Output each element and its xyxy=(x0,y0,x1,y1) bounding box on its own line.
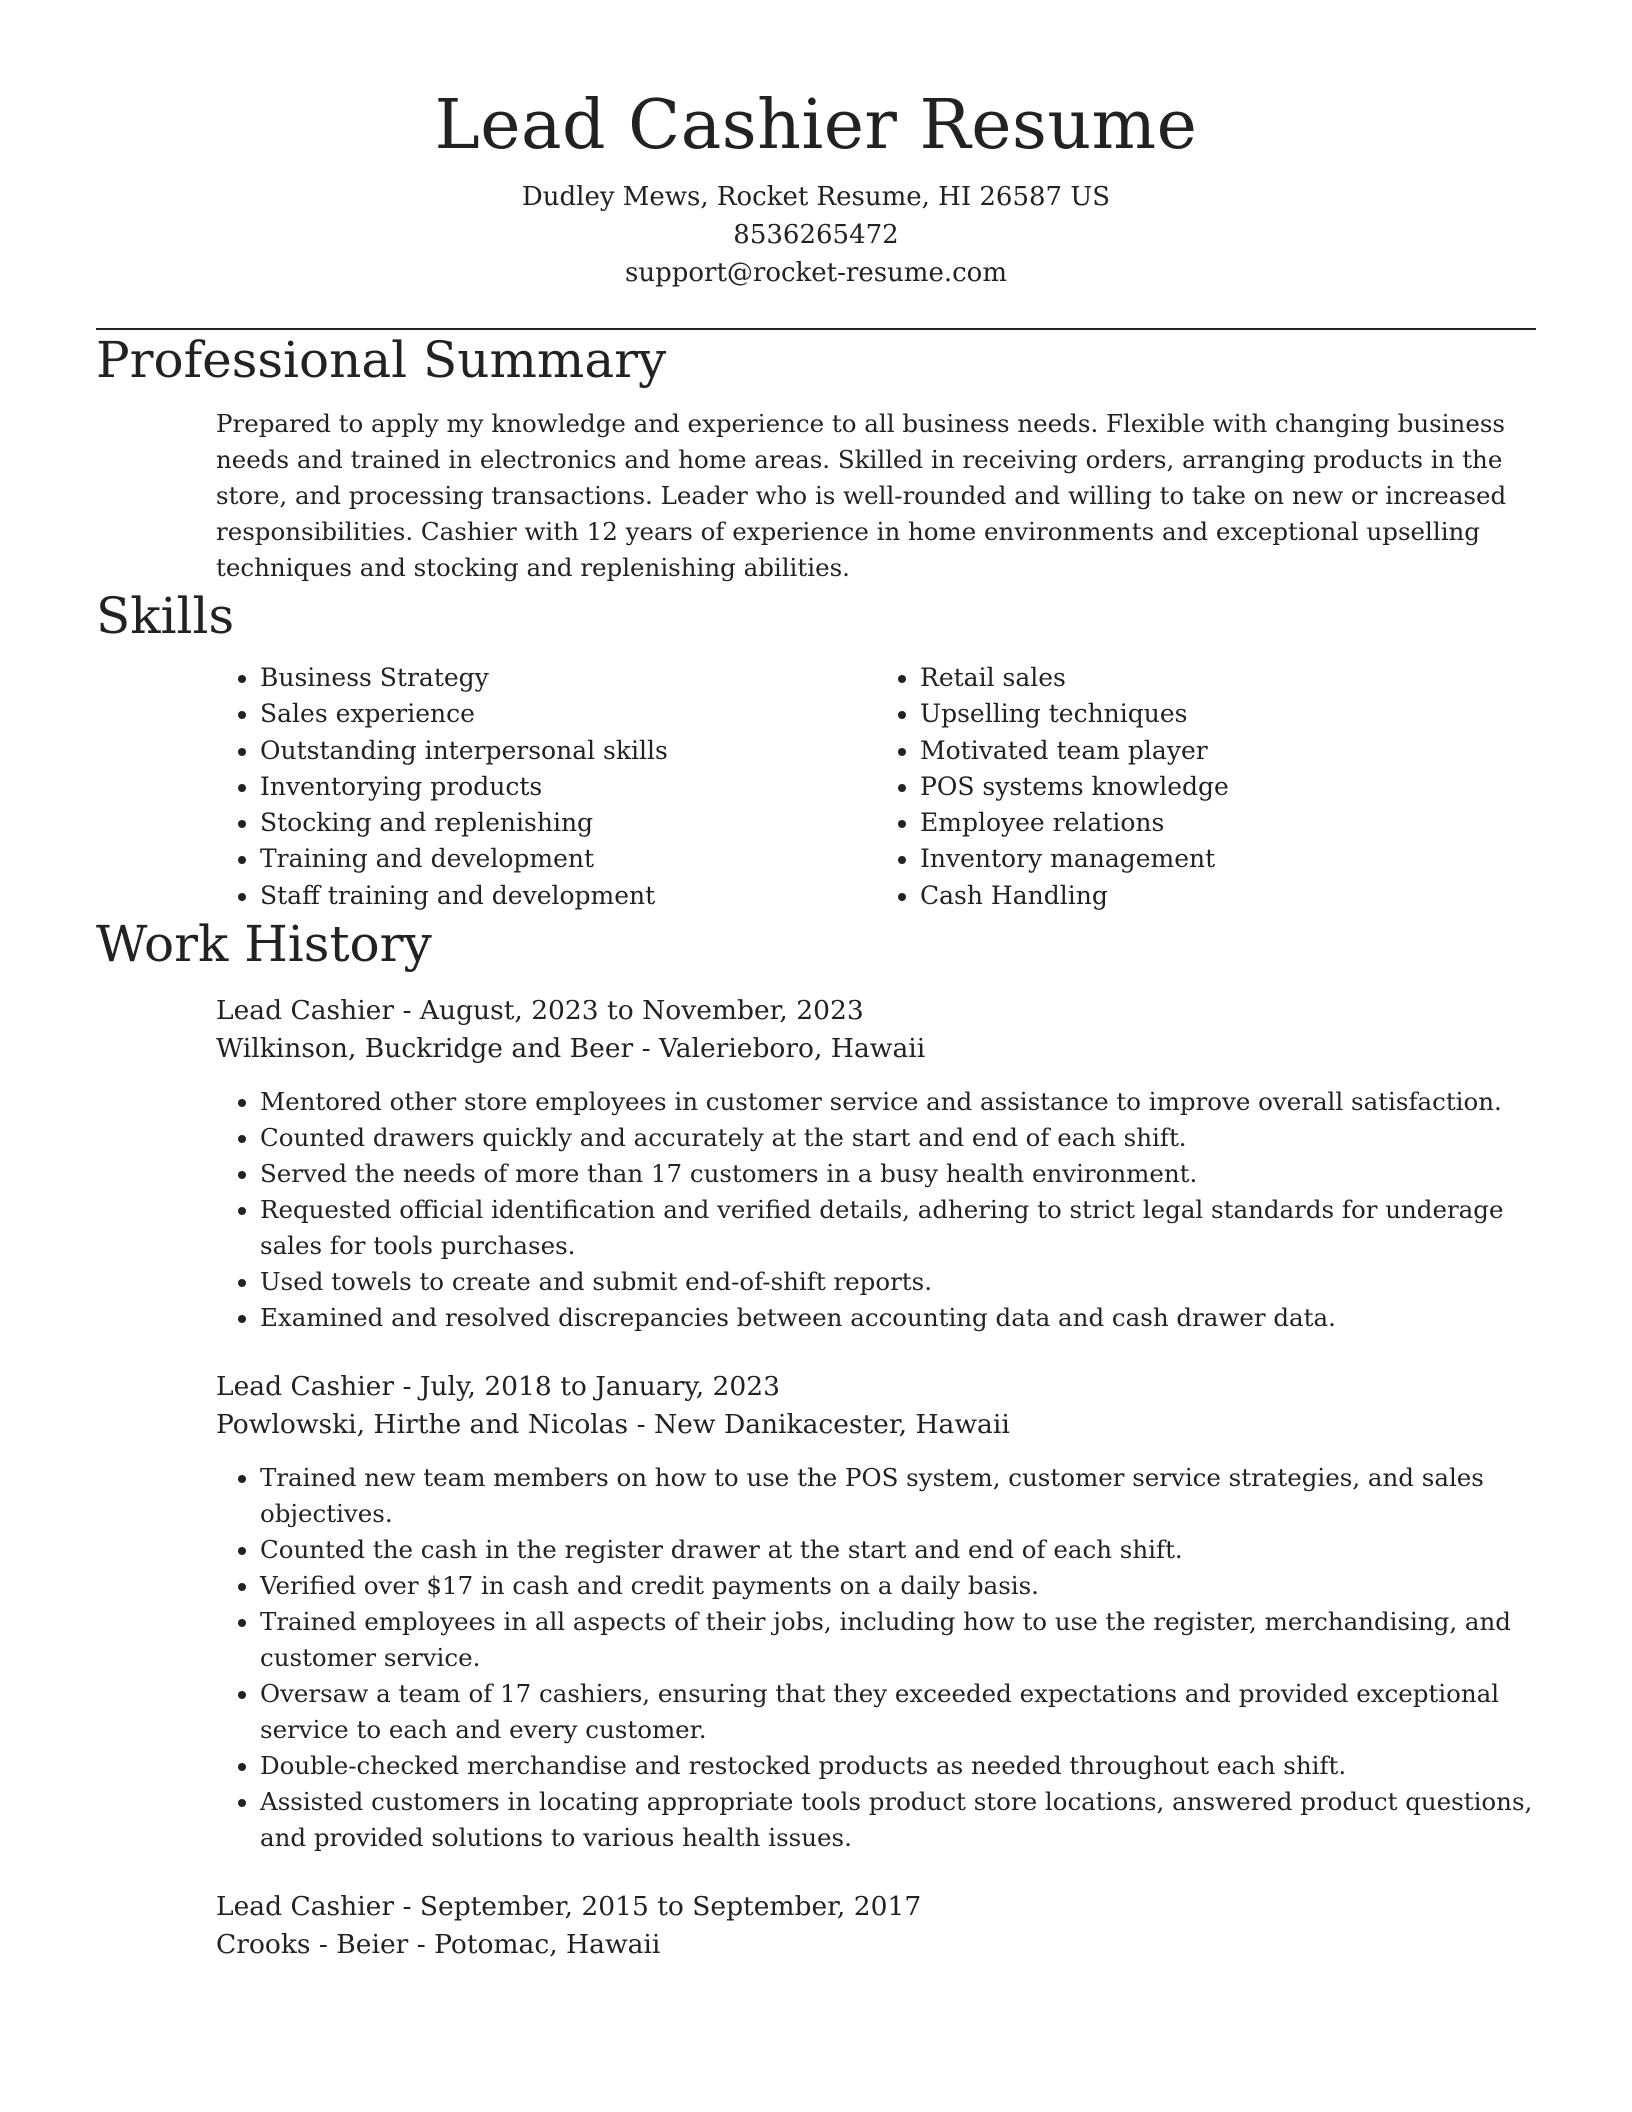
job-bullet: • Double-checked merchandise and restocked products as needed throughout each shift. xyxy=(260,1748,1536,1784)
job-bullet: • Counted drawers quickly and accurately at the start and end of each shift. xyxy=(260,1120,1536,1156)
skills-column-left xyxy=(216,660,876,914)
job-bullet: • Examined and resolved discrepancies between accounting data and cash drawer data. xyxy=(260,1300,1536,1336)
job-dates: July, 2018 to January, 2023 xyxy=(419,1371,780,1403)
job-bullet: • Trained new team members on how to use the POS system, customer service strategies, and sales objectives. xyxy=(260,1460,1536,1532)
job-bullets xyxy=(216,1460,1536,1856)
skill-item: • Business Strategy xyxy=(260,660,876,696)
job-company: Wilkinson, Buckridge and Beer xyxy=(216,1033,634,1065)
skills-column-right xyxy=(876,660,1536,914)
contact-address: Dudley Mews, Rocket Resume, HI 26587 US xyxy=(521,182,1111,212)
resume-title: Lead Cashier Resume xyxy=(434,86,1198,165)
job-bullet: • Verified over $17 in cash and credit payments on a daily basis. xyxy=(260,1568,1536,1604)
work-history-heading: Work History xyxy=(96,915,432,974)
job-location: Valerieboro, Hawaii xyxy=(658,1033,926,1065)
skills-heading: Skills xyxy=(96,587,235,645)
job-company-line: Wilkinson, Buckridge and Beer - Valerieboro, Hawaii xyxy=(216,1033,926,1065)
skill-item: • POS systems knowledge xyxy=(920,769,1536,805)
skill-item: • Upselling techniques xyxy=(920,696,1536,732)
job-entry xyxy=(216,1888,1536,1964)
job-bullet: • Used towels to create and submit end-of-shift reports. xyxy=(260,1264,1536,1300)
job-title-line: Lead Cashier - September, 2015 to September, 2017 xyxy=(216,1891,922,1923)
job-title-line: Lead Cashier - August, 2023 to November, 2023 xyxy=(216,995,864,1027)
summary-heading: Professional Summary xyxy=(96,331,667,389)
job-bullet: • Trained employees in all aspects of their jobs, including how to use the register, merchandising, and customer service. xyxy=(260,1604,1536,1676)
skill-item: • Motivated team player xyxy=(920,733,1536,769)
job-title: Lead Cashier xyxy=(216,995,395,1027)
skill-item: • Sales experience xyxy=(260,696,876,732)
job-bullet: • Requested official identification and verified details, adhering to strict legal standards for underage sales for tools purchases. xyxy=(260,1192,1536,1264)
skill-item: • Outstanding interpersonal skills xyxy=(260,733,876,769)
job-title: Lead Cashier xyxy=(216,1371,395,1403)
contact-block xyxy=(96,178,1536,292)
job-dates: September, 2015 to September, 2017 xyxy=(419,1891,922,1923)
skill-item: • Inventorying products xyxy=(260,769,876,805)
job-bullets xyxy=(216,1084,1536,1336)
job-location: Potomac, Hawaii xyxy=(434,1929,661,1961)
job-company-line: Crooks - Beier - Potomac, Hawaii xyxy=(216,1929,661,1961)
job-bullet: • Served the needs of more than 17 customers in a busy health environment. xyxy=(260,1156,1536,1192)
contact-phone: 8536265472 xyxy=(733,220,899,250)
skill-item: • Retail sales xyxy=(920,660,1536,696)
job-bullet: • Oversaw a team of 17 cashiers, ensuring that they exceeded expectations and provided exceptional service to each and every customer. xyxy=(260,1676,1536,1748)
job-dates: August, 2023 to November, 2023 xyxy=(419,995,864,1027)
job-company: Powlowski, Hirthe and Nicolas xyxy=(216,1409,629,1441)
job-location: New Danikacester, Hawaii xyxy=(653,1409,1010,1441)
job-company-line: Powlowski, Hirthe and Nicolas - New Danikacester, Hawaii xyxy=(216,1409,1010,1441)
skill-item: • Stocking and replenishing xyxy=(260,805,876,841)
job-bullet: • Mentored other store employees in customer service and assistance to improve overall satisfaction. xyxy=(260,1084,1536,1120)
job-entry xyxy=(216,1368,1536,1856)
job-entry xyxy=(216,992,1536,1336)
skill-item: • Staff training and development xyxy=(260,878,876,914)
job-title: Lead Cashier xyxy=(216,1891,395,1923)
skills-list xyxy=(216,660,1536,914)
contact-email: support@rocket-resume.com xyxy=(624,258,1007,288)
skill-item: • Cash Handling xyxy=(920,878,1536,914)
skill-item: • Inventory management xyxy=(920,841,1536,877)
skill-item: • Employee relations xyxy=(920,805,1536,841)
job-title-line: Lead Cashier - July, 2018 to January, 2023 xyxy=(216,1371,780,1403)
job-company: Crooks - Beier xyxy=(216,1929,409,1961)
job-bullet: • Counted the cash in the register drawer at the start and end of each shift. xyxy=(260,1532,1536,1568)
skill-item: • Training and development xyxy=(260,841,876,877)
resume-page xyxy=(96,0,1536,1964)
job-bullet: • Assisted customers in locating appropriate tools product store locations, answered product questions, and provided solutions to various health issues. xyxy=(260,1784,1536,1856)
summary-text: Prepared to apply my knowledge and experience to all business needs. Flexible with changing business needs and trained in electronics and home areas. Skilled in receiving orders, arranging products in the store, and processing transactions. Leader who is well-rounded and willing to take on new or increased responsibilities. Cashier with 12 years of experience in home environments and exceptional upselling techniques and stocking and replenishing abilities. xyxy=(216,409,1507,582)
